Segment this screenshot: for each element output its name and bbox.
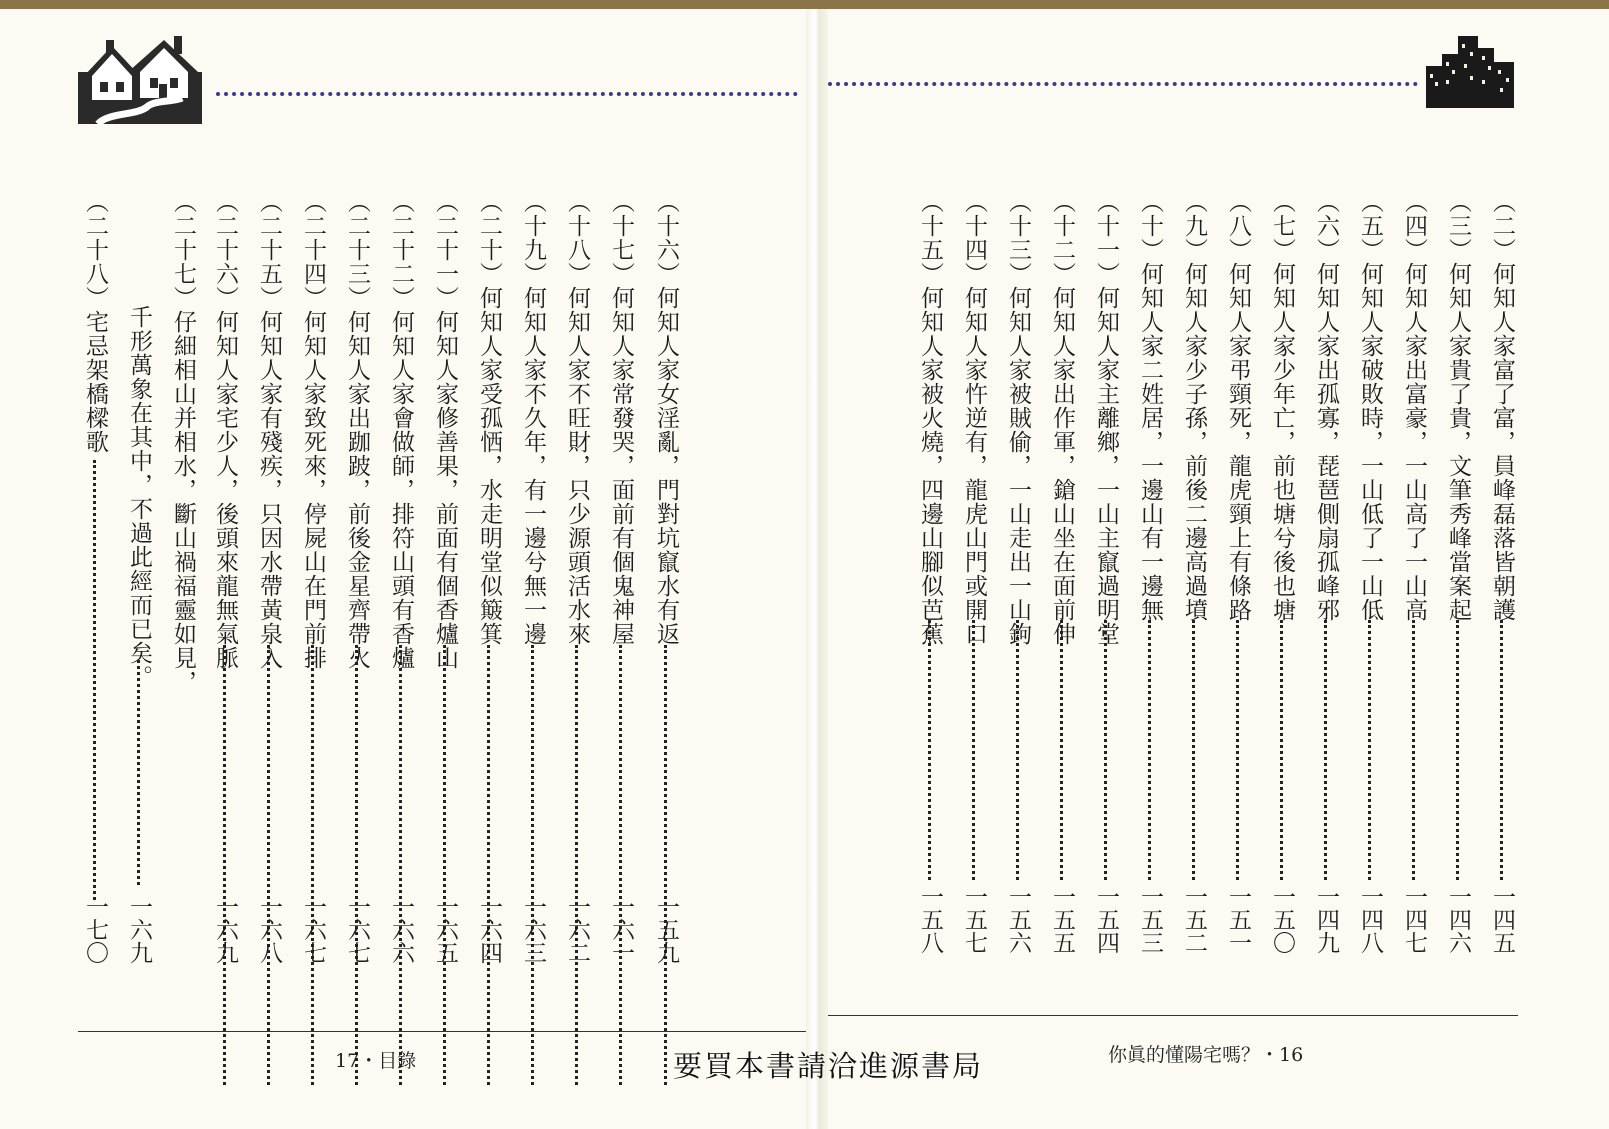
toc-entry: （十八）何知人家不旺財，只少源頭活水來 一六二: [559, 190, 595, 1010]
left-folio: 17・目錄: [335, 1050, 417, 1072]
toc-entry: （六）何知人家出孤寡，琵琶側扇孤峰邪 一四九: [1313, 190, 1339, 954]
toc-entry: （二十一）何知人家修善果，前面有個香爐山 一六五: [427, 190, 463, 1010]
toc-entry: （十二）何知人家出作軍，鎗山坐在面前伸 一五五: [1049, 190, 1075, 954]
right-folio: 你眞的懂陽宅嗎？・16: [1108, 1044, 1304, 1066]
toc-entry: （二十七）仔細相山并相水，斷山禍福靈如見，: [170, 190, 196, 694]
toc-entry: （十七）何知人家常發哭，面前有個鬼神屋 一六一: [603, 190, 639, 1010]
toc-entry: （三）何知人家貴了貴，文筆秀峰當案起 一四六: [1445, 190, 1471, 954]
left-footer-rule: [78, 1031, 806, 1032]
left-folio-title: 目錄: [378, 1050, 417, 1072]
toc-entry: （二）何知人家富了富，員峰磊落皆朝護 一四五: [1489, 190, 1515, 954]
toc-entry: （七）何知人家少年亡，前也塘兮後也塘 一五〇: [1269, 190, 1295, 954]
toc-entry: （十六）何知人家女淫亂，門對坑竄水有返 一五九: [648, 190, 684, 1010]
toc-entry: （二十五）何知人家有殘疾，只因水帶黃泉入 一六八: [251, 190, 287, 1010]
toc-entry: （九）何知人家少子孫，前後二邊高過墳 一五二: [1181, 190, 1207, 954]
book-gutter: [806, 9, 828, 1129]
toc-entry: （十一）何知人家主離鄉，一山主竄過明堂 一五四: [1093, 190, 1119, 954]
toc-entry: （二十三）何知人家出跏跛，前後金星齊帶火 一六七: [339, 190, 375, 1010]
toc-entry: （十五）何知人家被火燒，四邊山腳似芭蕉 一五八: [917, 190, 943, 954]
toc-entry: （二十八）宅忌架橋樑歌 一七〇: [82, 190, 108, 964]
top-edge-bar: [0, 0, 1609, 9]
houses-icon: [78, 32, 202, 124]
toc-entry: （二十）何知人家受孤恓，水走明堂似簸箕 一六四: [471, 190, 507, 1010]
city-skyline-icon: [1424, 36, 1516, 108]
toc-entry: （五）何知人家破敗時，一山低了一山低 一四八: [1357, 190, 1383, 954]
right-footer-rule: [828, 1015, 1518, 1016]
left-folio-number: 17: [335, 1050, 360, 1072]
left-header-dotted-rule: [216, 92, 798, 96]
toc-entry: （四）何知人家出富豪，一山高了一山高 一四七: [1401, 190, 1427, 954]
toc-entry: （二十四）何知人家致死來，停屍山在門前排 一六七: [295, 190, 331, 1010]
toc-entry-continuation: 千形萬象在其中，不過此經而已矣。 一六九: [126, 305, 152, 964]
toc-entry: （二十二）何知人家會做師，排符山頭有香爐 一六六: [383, 190, 419, 1010]
toc-entry: （二十六）何知人家宅少人，後頭來龍無氣脈 一六九: [207, 190, 243, 1010]
toc-entry: （十四）何知人家忤逆有，龍虎山門或開口 一五七: [961, 190, 987, 954]
right-header-dotted-rule: [828, 82, 1418, 86]
toc-entry: （十九）何知人家不久年，有一邊兮無一邊 一六三: [515, 190, 551, 1010]
purchase-banner: 要買本書請洽進源書局: [673, 1049, 984, 1083]
toc-entry: （八）何知人家弔頸死，龍虎頸上有條路 一五一: [1225, 190, 1251, 954]
toc-entry: （十三）何知人家被賊偷，一山走出一山鉤 一五六: [1005, 190, 1031, 954]
toc-entry: （十）何知人家二姓居，一邊山有一邊無 一五三: [1137, 190, 1163, 954]
